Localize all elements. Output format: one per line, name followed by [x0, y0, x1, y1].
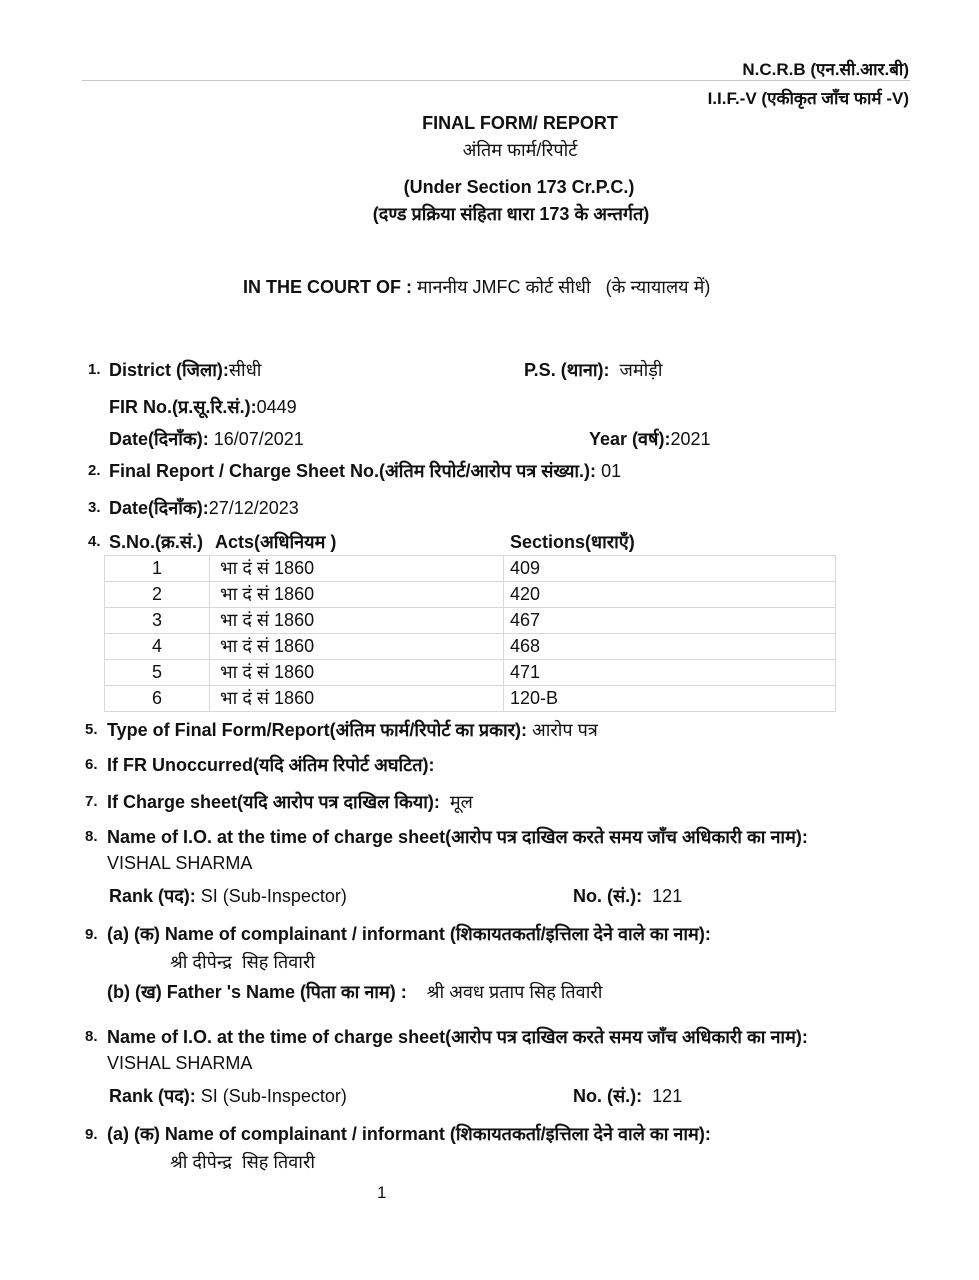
date-row [109, 427, 304, 451]
date-label: Date(दिनाँक): [109, 429, 209, 449]
item-number-1: 1. [88, 361, 101, 378]
date2-row [109, 496, 299, 520]
item-number-5: 5. [85, 721, 98, 738]
header-divider [82, 80, 910, 81]
ncrb-header: N.C.R.B (एन.सी.आर.बी) [742, 60, 909, 79]
acts-sno-cell: 3 [105, 608, 210, 634]
acts-act-cell: भा दं सं 1860 [210, 582, 504, 608]
fir-row [109, 395, 297, 419]
acts-sno-cell: 4 [105, 634, 210, 660]
acts-table [104, 555, 836, 712]
io-label: Name of I.O. at the time of charge sheet(आरोप पत्र दाखिल करते समय जाँच अधिकारी का नाम): [107, 827, 808, 847]
acts-header: Acts(अधिनियम ) [215, 532, 337, 552]
acts-sno-cell: 2 [105, 582, 210, 608]
iif-header: I.I.F.-V (एकीकृत जाँच फार्म -V) [707, 89, 909, 108]
acts-table-row [105, 608, 836, 634]
complainant-label [107, 922, 711, 946]
rank-row-repeat [109, 1084, 347, 1108]
date-value: 16/07/2021 [213, 429, 304, 449]
acts-act-cell: भा दं सं 1860 [210, 556, 504, 582]
year-value: 2021 [670, 429, 711, 449]
form-title-hi: अंतिम फार्म/रिपोर्ट [462, 140, 578, 160]
no-row [573, 884, 682, 908]
year-label: Year (वर्ष): [589, 429, 671, 449]
item-number-9: 9. [85, 926, 98, 943]
final-report-row [109, 459, 621, 483]
court-value: माननीय JMFC कोर्ट सीधी (के न्यायालय में) [417, 277, 711, 297]
no-value: 121 [652, 886, 683, 906]
cs-value: मूल [449, 792, 473, 812]
father-row [107, 980, 602, 1004]
rank-row [109, 884, 347, 908]
item-number-9-repeat: 9. [85, 1126, 98, 1143]
acts-section-cell: 420 [504, 582, 836, 608]
item-number-8: 8. [85, 828, 98, 845]
acts-section-cell: 120-B [504, 686, 836, 712]
date2-value: 27/12/2023 [208, 498, 299, 518]
section-hi: (दण्ड प्रक्रिया संहिता धारा 173 के अन्तर्गत) [372, 204, 650, 224]
no-label-repeat: No. (सं.): [573, 1086, 643, 1106]
acts-section-cell: 409 [504, 556, 836, 582]
fir-value: 0449 [256, 397, 297, 417]
page-number: 1 [377, 1183, 387, 1202]
item-number-8-repeat: 8. [85, 1028, 98, 1045]
final-report-value: 01 [601, 461, 622, 481]
rank-value-repeat: SI (Sub-Inspector) [200, 1086, 347, 1106]
complainant-value-repeat: श्री दीपेन्द्र सिह तिवारी [170, 1152, 315, 1172]
sno-header: S.No.(क्र.सं.) [109, 532, 203, 552]
complainant-label-repeat [107, 1122, 711, 1146]
acts-table-row [105, 582, 836, 608]
form-title-en: FINAL FORM/ REPORT [422, 113, 618, 133]
complainant-label-hi: (शिकायतकर्ता/इत्तिला देने वाले का नाम): [449, 924, 711, 944]
court-line [243, 275, 710, 299]
rank-value: SI (Sub-Inspector) [200, 886, 347, 906]
cs-row [107, 790, 473, 814]
acts-act-cell: भा दं सं 1860 [210, 660, 504, 686]
type-row [107, 718, 598, 742]
court-label: IN THE COURT OF : [243, 277, 412, 297]
fir-label: FIR No.(प्र.सू.रि.सं.): [109, 397, 257, 417]
district-value: सीधी [228, 360, 262, 380]
acts-act-cell: भा दं सं 1860 [210, 608, 504, 634]
complainant-label-en: (a) (क) Name of complainant / informant [107, 924, 445, 944]
ps-value: जमोड़ी [619, 360, 663, 380]
acts-table-row [105, 686, 836, 712]
father-value: श्री अवध प्रताप सिह तिवारी [426, 982, 603, 1002]
cs-label: If Charge sheet(यदि आरोप पत्र दाखिल किया): [107, 792, 440, 812]
acts-act-cell: भा दं सं 1860 [210, 686, 504, 712]
section-en: (Under Section 173 Cr.P.C.) [403, 177, 635, 197]
father-label: (b) (ख) Father 's Name (पिता का नाम) : [107, 982, 407, 1002]
acts-sno-cell: 5 [105, 660, 210, 686]
district-row [109, 358, 261, 382]
item-number-2: 2. [88, 462, 101, 479]
acts-table-row [105, 634, 836, 660]
no-value-repeat: 121 [652, 1086, 683, 1106]
io-name-repeat: VISHAL SHARMA [107, 1053, 253, 1073]
final-report-label: Final Report / Charge Sheet No.(अंतिम रिपोर्ट/आरोप पत्र संख्या.): [109, 461, 597, 481]
no-row-repeat [573, 1084, 682, 1108]
type-value: आरोप पत्र [531, 720, 598, 740]
item-number-3: 3. [88, 499, 101, 516]
complainant-label-hi-repeat: (शिकायतकर्ता/इत्तिला देने वाले का नाम): [449, 1124, 711, 1144]
type-label: Type of Final Form/Report(अंतिम फार्म/रिपोर्ट का प्रकार): [107, 720, 527, 740]
rank-label-repeat: Rank (पद): [109, 1086, 196, 1106]
item-number-6: 6. [85, 756, 98, 773]
year-row [589, 427, 710, 451]
district-label: District (जिला): [109, 360, 229, 380]
no-label: No. (सं.): [573, 886, 643, 906]
acts-section-cell: 467 [504, 608, 836, 634]
acts-act-cell: भा दं सं 1860 [210, 634, 504, 660]
io-name: VISHAL SHARMA [107, 853, 253, 873]
item-number-7: 7. [85, 793, 98, 810]
acts-sno-cell: 1 [105, 556, 210, 582]
fr-label: If FR Unoccurred(यदि अंतिम रिपोर्ट अघटित): [107, 755, 435, 775]
ps-label: P.S. (थाना): [524, 360, 610, 380]
complainant-value: श्री दीपेन्द्र सिह तिवारी [170, 952, 315, 972]
acts-table-row [105, 556, 836, 582]
rank-label: Rank (पद): [109, 886, 196, 906]
io-label-repeat: Name of I.O. at the time of charge sheet(आरोप पत्र दाखिल करते समय जाँच अधिकारी का नाम): [107, 1027, 808, 1047]
complainant-label-en-repeat: (a) (क) Name of complainant / informant [107, 1124, 445, 1144]
ps-row [524, 358, 663, 382]
date2-label: Date(दिनाँक): [109, 498, 209, 518]
sections-header: Sections(धाराएँ) [510, 532, 635, 552]
acts-table-row [105, 660, 836, 686]
acts-section-cell: 468 [504, 634, 836, 660]
acts-sno-cell: 6 [105, 686, 210, 712]
item-number-4: 4. [88, 533, 101, 550]
acts-section-cell: 471 [504, 660, 836, 686]
